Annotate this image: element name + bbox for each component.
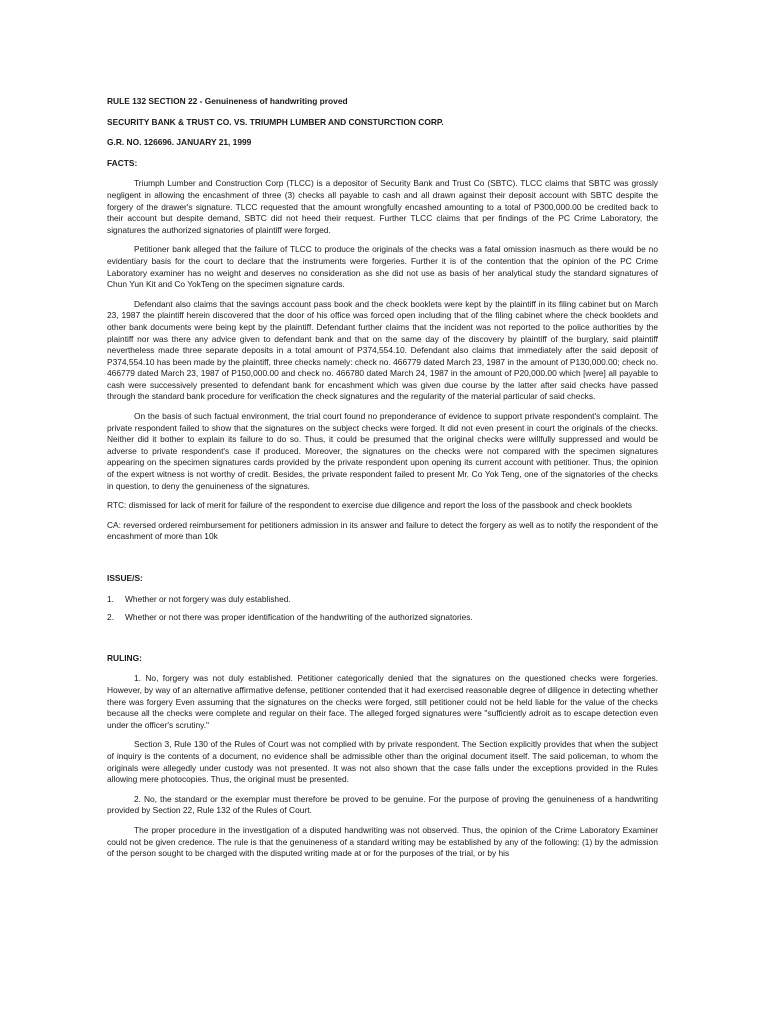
- issue-text: Whether or not there was proper identification of the handwriting of the authorized signatories.: [125, 612, 473, 623]
- issue-number: 2.: [107, 612, 114, 623]
- issues-heading: ISSUE/S:: [107, 573, 143, 583]
- rtc-decision: RTC: dismissed for lack of merit for failure of the respondent to exercise due diligence and report the loss of the passbook and check booklets: [107, 500, 632, 511]
- issue-item: [107, 612, 658, 624]
- ca-decision: CA: reversed ordered reimbursement for petitioners admission in its answer and failure to detect the forgery as well as to notify the respondent of the encashment of more than 10k: [107, 519, 658, 542]
- section-spacer: [107, 631, 658, 653]
- facts-paragraph: Triumph Lumber and Construction Corp (TLCC) is a depositor of Security Bank and Trust Co (SBTC). TLCC claims that SBTC was grossly negligent in allowing the encashment of three (3) checks all payable to cash and all drawn against their deposit account with SBTC despite the forgery of the drawer's signature. TLCC requested that the amount wrongfully encashed amounting to a total of P300,000.00 be credited back to their account but despite demand, SBTC did not heed their request. Further TLCC claims that per findings of the PC Crime Laboratory, the signatures the authorized signatories of plaintiff were forged.: [107, 178, 658, 235]
- facts-heading: FACTS:: [107, 157, 138, 168]
- ruling-heading: RULING:: [107, 652, 142, 663]
- case-title: SECURITY BANK & TRUST CO. VS. TRIUMPH LUMBER AND CONSTURCTION CORP.: [107, 116, 444, 127]
- facts-paragraph: On the basis of such factual environment, the trial court found no preponderance of evidence to support private respondent's complaint. The private respondent failed to show that the signatures on the subject checks were forged. It did not even present in court the originals of the checks. Neither did it bother to explain its failure to do so. Thus, it could be presumed that the original checks were willfully suppressed and would be adverse to private respondent's case if produced. Moreover, the signatures on the checks were not compared with the specimen signatures appearing on the specimen signatures cards provided by the private respondent upon opening its current account with petitioner. Thus, the opinion of the expert witness is not worthy of credit. Besides, the private respondent failed to present Mr. Co Yok Teng, one of the signatories of the checks in question, to deny the genuineness of the signatures.: [107, 411, 658, 491]
- ruling-paragraph: 2. No, the standard or the exemplar must therefore be proved to be genuine. For the purpose of proving the genuineness of a handwriting provided by Section 22, Rule 132 of the Rules of Court.: [107, 793, 658, 816]
- ruling-paragraph: 1. No, forgery was not duly established. Petitioner categorically denied that the signatures on the questioned checks were forgeries. However, by way of an alternative affirmative defense, petitioner contended that it had exercised reasonable degree of diligence in detecting whether there was forgery Even assuming that the signatures on the checks were forged, still petitioner could not be held liable for the value of the checks because all the checks were complete and regular on their face. The alleged forged signatures were "sufficiently adroit as to escape detection even under the officer's scrutiny.": [107, 673, 658, 730]
- section-spacer: [107, 551, 658, 573]
- gr-number: G.R. NO. 126696. JANUARY 21, 1999: [107, 137, 252, 148]
- ruling-paragraph: Section 3, Rule 130 of the Rules of Court was not complied with by private respondent. The Section explicitly provides that when the subject of inquiry is the contents of a document, no evidence shall be admissible other than the original document itself. The said policeman, to whom the originals were allegedly under custody was not presented. It was not also shown that the case falls under the exceptions provided in the Rules allowing mere photocopies. Thus, the original must be presented.: [107, 739, 658, 785]
- issue-number: 1.: [107, 593, 114, 604]
- facts-paragraph: Petitioner bank alleged that the failure of TLCC to produce the originals of the checks was a fatal omission inasmuch as there would be no evidentiary basis for the court to declare that the instruments were forgeries. Further it is of the contention that the opinion of the PC Crime Laboratory examiner has no weight and deserves no consideration as she did not use as basis of her analytical study the standard signatures of Chun Yun Kit and Co YokTeng on the specimen signature cards.: [107, 244, 658, 290]
- ruling-paragraph: The proper procedure in the investigation of a disputed handwriting was not observed. Thus, the opinion of the Crime Laboratory Examiner could not be given credence. The rule is that the genuineness of a standard writing may be established by any of the following: (1) by the admission of the person sought to be charged with the disputed writing made at or for the purposes of the trial, or by his: [107, 824, 658, 859]
- issue-text: Whether or not forgery was duly established.: [125, 593, 291, 604]
- facts-paragraph: Defendant also claims that the savings account pass book and the check booklets were kept by the plaintiff in its filing cabinet but on March 23, 1987 the plaintiff herein discovered that the door of his office was forced open including that of the filing cabinet where the check booklets and other bank documents were being kept by the plaintiff. Defendant further claims that the incident was not reported to the police authorities by the plaintiff nor was there any advice given to defendant bank and that on the same day of the discovery by plaintiff of the burglary, said plaintiff nevertheless made three separate deposits in a total amount of P374,554.10. Defendant also claims that immediately after the said deposit of P374,554.10 has been made by the plaintiff, three checks namely: check no. 466779 dated March 23, 1987 in the amount of P130,000.00; check no. 466779 dated March 23, 1987 of P150,000.00 and check no. 466780 dated March 24, 1987 in the amount of P20,000.00 which [were] all payable to cash were successively presented to defendant bank for encashment which was given due course by the latter after said checks have passed through the standard bank procedure for verification the check signatures and the regularity of the material particular of said checks.: [107, 298, 658, 402]
- rule-title: RULE 132 SECTION 22 - Genuineness of handwriting proved: [107, 96, 348, 106]
- issue-item: [107, 594, 658, 606]
